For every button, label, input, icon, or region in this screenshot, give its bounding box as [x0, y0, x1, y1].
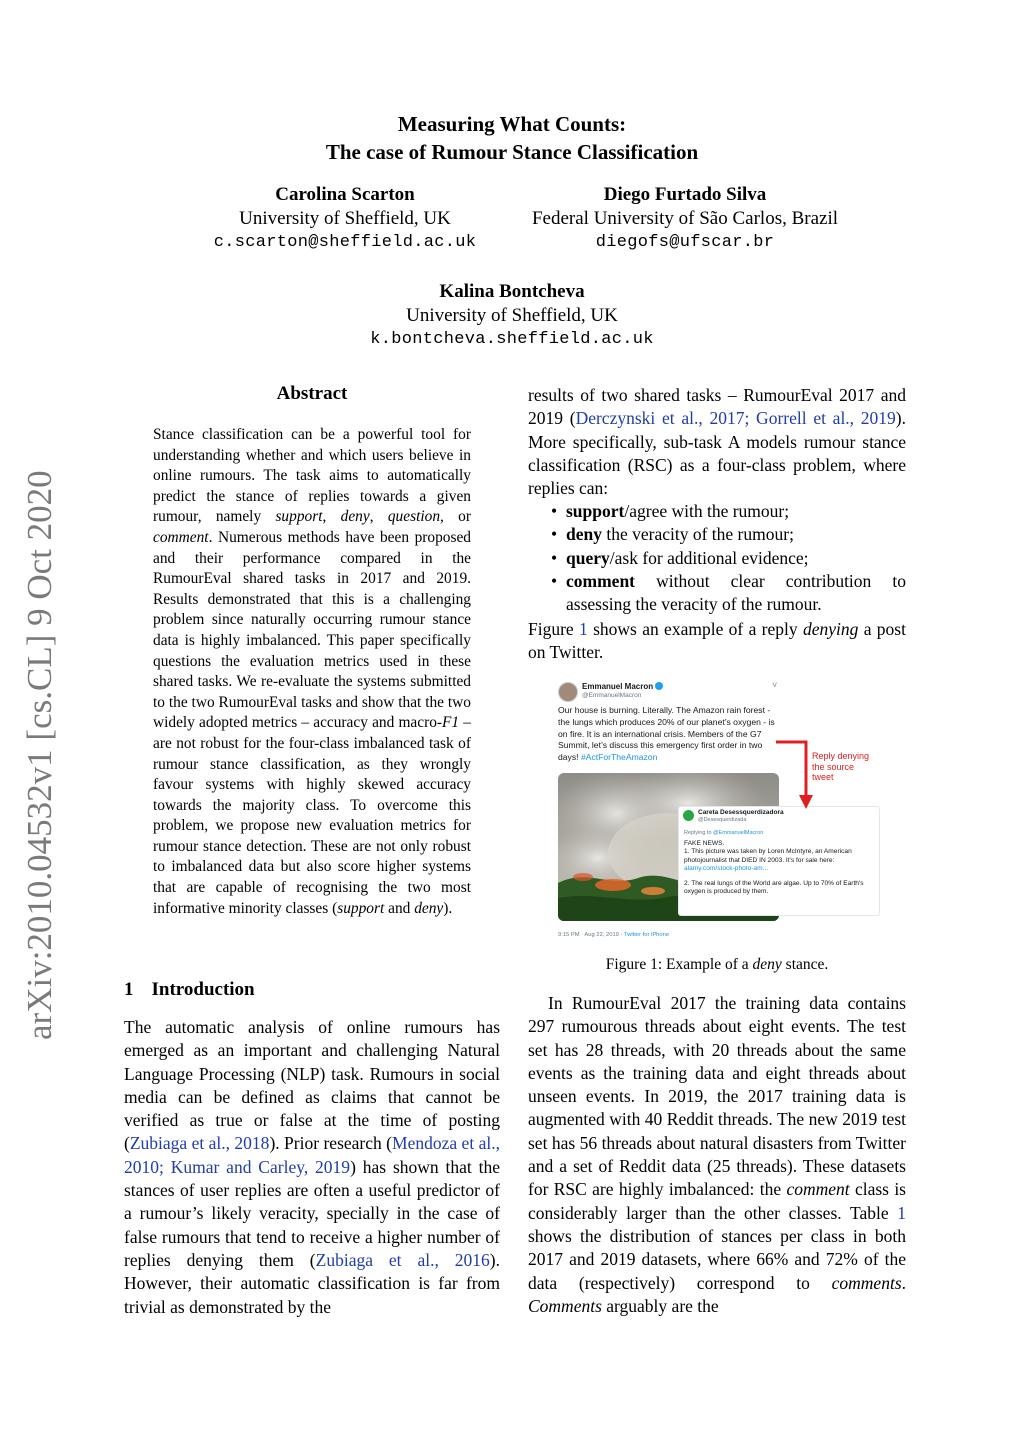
- reply-avatar: [683, 810, 694, 821]
- reply-text: FAKE NEWS. 1. This picture was taken by Loren McIntyre, an American photojournalist that DIED IN 2003. It's for sale here: alamy.com/stock-photo-am... 2. The real lungs of the World are algae. Up to 70% of Earth's oxygen is produced by them.: [684, 840, 864, 896]
- author-email: diegofs@ufscar.br: [595, 233, 775, 252]
- tweet-footer: 9:15 PM · Aug 22, 2019 · Twitter for iPhone: [558, 932, 670, 938]
- list-item: • query/ask for additional evidence;: [528, 547, 906, 570]
- section-heading-introduction: [124, 979, 255, 1001]
- table-link[interactable]: 1: [897, 1202, 906, 1223]
- figure-annotation: Reply denying the source tweet: [812, 751, 870, 782]
- author-block-3: [312, 280, 712, 352]
- right-column-paragraph: results of two shared tasks – RumourEval 2017 and 2019 (Derczynski et al., 2017; Gorrell et al., 2019). More specifically, sub-task A models rumour stance classification (RSC) as a four-class problem, where replies can:: [528, 385, 906, 499]
- author-block-1: [175, 183, 515, 255]
- author-affiliation: University of Sheffield, UK: [406, 305, 618, 326]
- stance-class-list: [528, 500, 906, 616]
- title-line-1: Measuring What Counts:: [397, 112, 627, 136]
- chevron-down-icon: ˅: [772, 680, 778, 690]
- tweet-author-name: Emmanuel Macron: [582, 682, 663, 691]
- figure-reference-paragraph: Figure 1 shows an example of a reply denying a post on Twitter.: [528, 619, 906, 663]
- reply-replying-to: Replying to @EmmanuelMacron: [684, 830, 764, 836]
- section-title: Introduction: [151, 979, 255, 1000]
- tweet-text: Our house is burning. Literally. The Amazon rain forest - the lungs which produces 20% of our planet’s oxygen - is on fire. It is an international crisis. Members of the G7 Summit, let’s discuss this emergency first order in two days! #ActForTheAmazon: [558, 705, 775, 763]
- author-email: c.scarton@sheffield.ac.uk: [213, 233, 477, 252]
- verified-badge-icon: [655, 682, 663, 690]
- author-name: Carolina Scarton: [275, 184, 415, 205]
- abstract-heading: Abstract: [276, 383, 348, 404]
- citation-link[interactable]: Mendoza et al., 2010; Kumar and Carley, 2019: [124, 1133, 500, 1177]
- title-line-2: The case of Rumour Stance Classification: [325, 140, 699, 164]
- tweet-author-handle: @EmmanuelMacron: [582, 692, 642, 699]
- citation-link[interactable]: Zubiaga et al., 2016: [315, 1249, 490, 1270]
- author-email: k.bontcheva.sheffield.ac.uk: [370, 330, 654, 349]
- section-number: 1: [124, 979, 134, 1000]
- tweet-hashtag: #ActForTheAmazon: [580, 752, 658, 763]
- author-affiliation: University of Sheffield, UK: [239, 208, 451, 229]
- list-item: • comment without clear contribution to assessing the veracity of the rumour.: [528, 570, 906, 617]
- list-item: • support/agree with the rumour;: [528, 500, 906, 523]
- introduction-paragraph: The automatic analysis of online rumours has emerged as an important and challenging Natural Language Processing (NLP) task. Rumours in social media can be defined as claims that cannot be verified as true or false at the time of posting (Zubiaga et al., 2018). Prior research (Mendoza et al., 2010; Kumar and Carley, 2019) has shown that the stances of user replies are often a useful predictor of a rumour’s likely veracity, specially in the case of false rumours that tend to receive a higher number of replies denying them (Zubiaga et al., 2016). However, their automatic classification is far from trivial as demonstrated by the: [124, 1017, 500, 1317]
- author-block-2: [500, 183, 870, 255]
- author-name: Kalina Bontcheva: [439, 281, 585, 302]
- annotation-arrow-icon: [776, 735, 816, 813]
- reply-author-handle: @Desesquerdizada: [698, 817, 747, 823]
- author-name: Diego Furtado Silva: [603, 184, 767, 205]
- tweet-avatar: [558, 682, 578, 702]
- figure-link[interactable]: 1: [579, 619, 588, 639]
- citation-link[interactable]: Derczynski et al., 2017; Gorrell et al., 2019: [575, 408, 896, 429]
- abstract-body: Stance classification can be a powerful tool for understanding whether and which users believe in online rumours. The task aims to automatically predict the stance of replies towards a given rumour, namely support, deny, question, or comment. Numerous methods have been proposed and their performance compared in the RumourEval shared tasks in 2017 and 2019. Results demonstrated that this is a challenging problem since naturally occurring rumour stance data is highly imbalanced. This paper specifically questions the evaluation metrics used in these shared tasks. We re-evaluate the systems submitted to the two RumourEval tasks and show that the two widely adopted metrics – accuracy and macro-F1 – are not robust for the four-class imbalanced task of rumour stance classification, as they wrongly favour systems with highly skewed accuracy towards the majority class. To overcome this problem, we propose new evaluation metrics for rumour stance detection. These are not only robust to imbalanced data but also score higher systems that are capable of recognising the two most informative minority classes (support and deny).: [153, 426, 471, 917]
- figure-caption: Figure 1: Example of a deny stance.: [605, 956, 829, 973]
- arxiv-stamp: arXiv:2010.04532v1 [cs.CL] 9 Oct 2020: [20, 470, 59, 1040]
- paper-title: [0, 110, 1024, 166]
- right-column-paragraph-2: In RumourEval 2017 the training data contains 297 rumourous threads about eight events. The test set has 28 threads, with 20 threads about the same events as the training data and eight threads about unseen events. In 2019, the 2017 training data is augmented with 40 Reddit threads. The new 2019 test set has 56 threads about natural disasters from Twitter and a set of Reddit data (25 threads). These datasets for RSC are highly imbalanced: the comment class is considerably larger than the other classes. Table 1 shows the distribution of stances per class in both 2017 and 2019 datasets, where 66% and 72% of the data (respectively) correspond to comments. Comments arguably are the: [528, 993, 906, 1316]
- citation-link[interactable]: Zubiaga et al., 2018: [129, 1133, 270, 1154]
- list-item: • deny the veracity of the rumour;: [528, 523, 906, 546]
- author-affiliation: Federal University of São Carlos, Brazil: [531, 208, 839, 229]
- reply-author-name: Careta Desessquerdizadora: [698, 809, 784, 816]
